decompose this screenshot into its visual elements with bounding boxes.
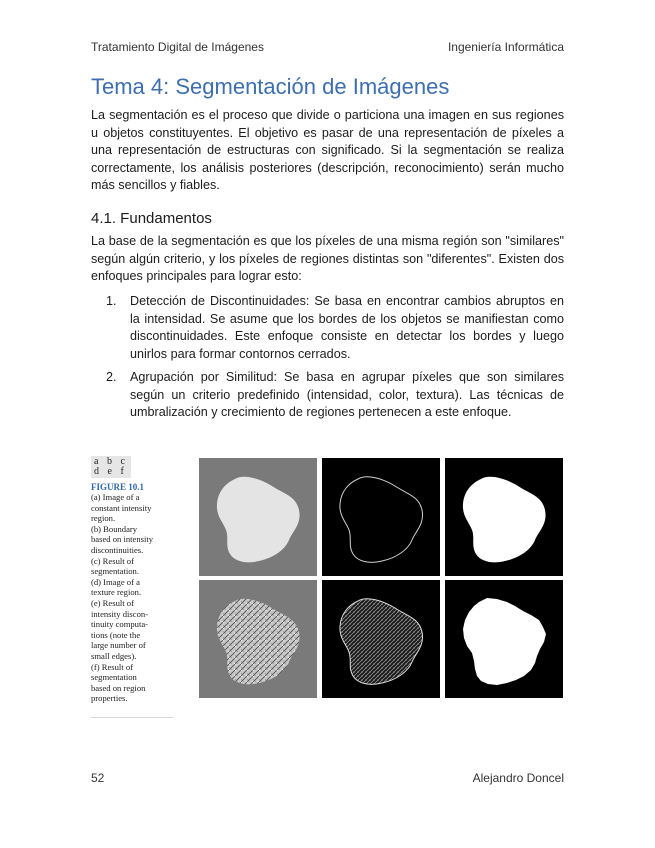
- figure-label: FIGURE 10.1: [91, 482, 145, 492]
- caption-line: (e) Result of: [91, 597, 134, 608]
- caption-line: based on intensity: [91, 534, 154, 545]
- caption-line: region.: [91, 513, 116, 524]
- caption-line: based on region: [91, 682, 146, 693]
- caption-line: properties.: [91, 693, 128, 704]
- caption-line: (d) Image of a: [91, 576, 140, 587]
- figure-panel-c: [445, 458, 563, 576]
- caption-line: segmentation.: [91, 566, 139, 577]
- running-header-right: Ingeniería Informática: [447, 40, 564, 54]
- constant-region-image: [199, 458, 317, 576]
- caption-line: intensity discon-: [91, 608, 149, 619]
- section-paragraph: La base de la segmentación es que los píxeles de una misma región son "similares" según algún criterio, y los píxeles de regiones distintas son "diferentes". Existen dos enfoques principales para lograr esto:: [91, 234, 564, 284]
- section-title: 4.1. Fundamentos: [91, 210, 212, 227]
- list-item-discontinuities: [106, 293, 564, 363]
- running-header-left: Tratamiento Digital de Imágenes: [91, 40, 264, 54]
- footer-author: Alejandro Doncel: [472, 771, 564, 785]
- region-segmentation-image: [445, 580, 563, 698]
- list-item-similarity: [106, 369, 564, 422]
- caption-line: (f) Result of: [91, 661, 134, 672]
- texture-region-image: [199, 580, 317, 698]
- caption-line: segmentation: [91, 672, 137, 683]
- figure-panel-a: [199, 458, 317, 576]
- page-number: 52: [91, 771, 105, 785]
- figure-divider: [91, 717, 173, 718]
- figure-panel-f: [445, 580, 563, 698]
- caption-line: texture region.: [91, 587, 142, 598]
- figure-caption-text: [91, 492, 173, 704]
- figure-caption: [91, 456, 173, 704]
- chapter-title: Tema 4: Segmentación de Imágenes: [91, 74, 450, 99]
- figure-panel-e: [322, 580, 440, 698]
- caption-line: large number of: [91, 640, 146, 651]
- list-item-text: Agrupación por Similitud: Se basa en agrupar píxeles que son similares según un criterio predefinido (intensidad, color, textura). Las técnicas de umbralización y crecimiento de regiones pertenecen a este enfoque.: [130, 370, 564, 420]
- boundary-image: [322, 458, 440, 576]
- panel-letters: [91, 456, 131, 478]
- caption-line: (c) Result of: [91, 555, 134, 566]
- segmentation-image: [445, 458, 563, 576]
- caption-line: tinuity computa-: [91, 619, 149, 630]
- caption-line: (b) Boundary: [91, 523, 138, 534]
- panel-letters-row: d e f: [94, 466, 127, 477]
- caption-line: tions (note the: [91, 629, 141, 640]
- figure-panel-b: [322, 458, 440, 576]
- caption-line: small edges).: [91, 650, 137, 661]
- figure-panel-d: [199, 580, 317, 698]
- intro-paragraph: La segmentación es el proceso que divide o particiona una imagen en sus regiones u objetos constituyentes. El objetivo es pasar de una representación de píxeles a una representación de estructuras con significado. Si la segmentación se realiza correctamente, los análisis posteriores (descripción, reconocimiento) serán mucho más sencillos y fiables.: [91, 108, 564, 193]
- list-item-number: 1.: [106, 294, 117, 308]
- caption-line: (a) Image of a: [91, 492, 140, 502]
- list-item-number: 2.: [106, 370, 117, 384]
- edge-computation-image: [322, 580, 440, 698]
- panel-letters-row: a b c: [94, 456, 128, 467]
- caption-line: discontinuities.: [91, 544, 144, 555]
- list-item-text: Detección de Discontinuidades: Se basa en encontrar cambios abruptos en la intensidad. Se asume que los bordes de los objetos se manifiestan como discontinuidades. Este enfoque consiste en detectar los bordes y luego unirlos para formar contornos cerrados.: [130, 294, 564, 361]
- caption-line: constant intensity: [91, 502, 152, 513]
